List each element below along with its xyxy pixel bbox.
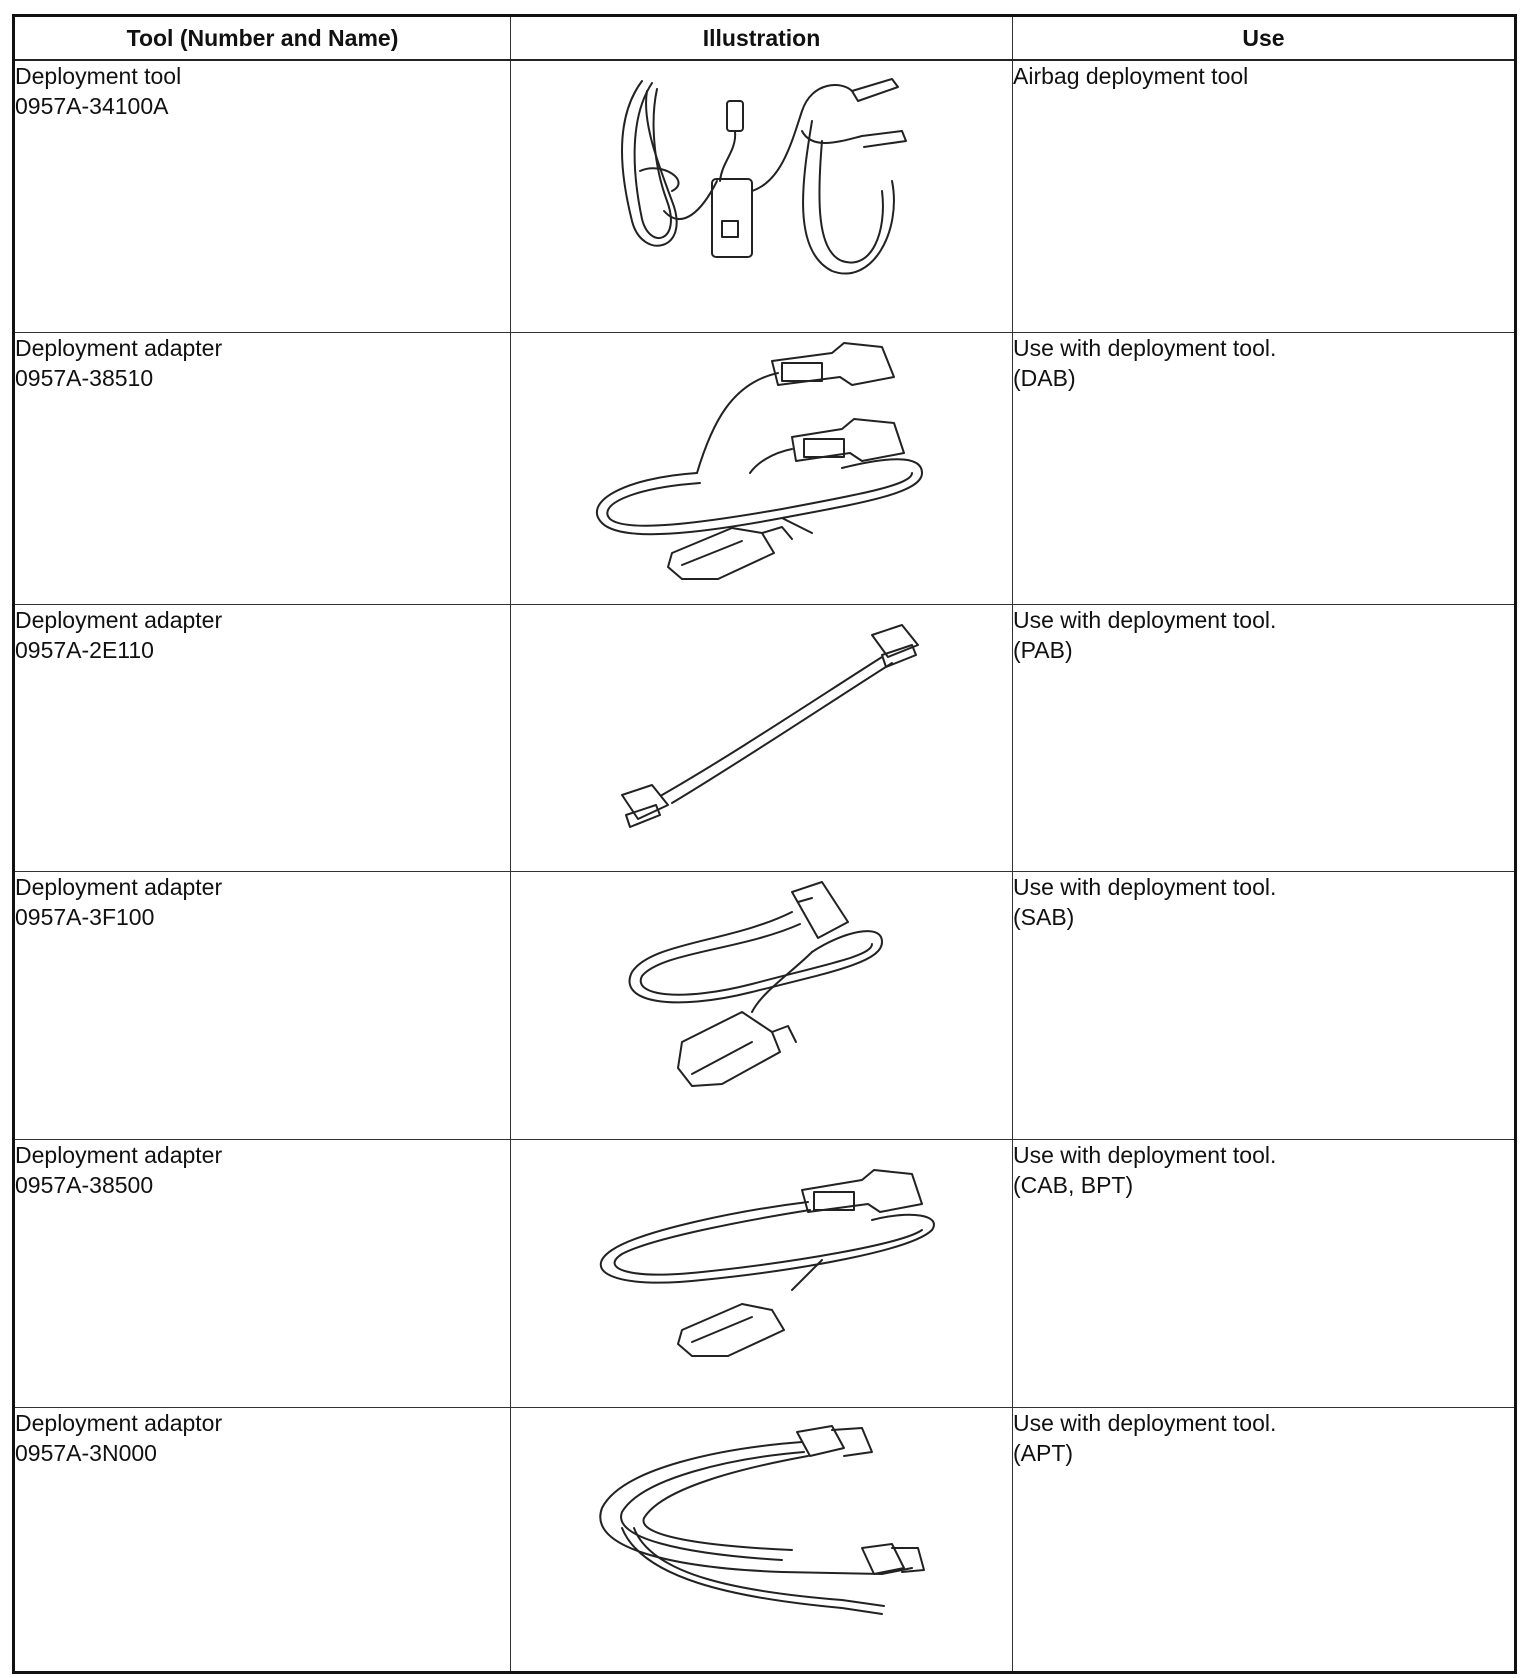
table-row (14, 1407, 1516, 1673)
tool-name: Deployment adaptor (15, 1409, 223, 1436)
use-airbag-type: (PAB) (1013, 636, 1073, 663)
table-row (14, 332, 1516, 604)
tool-name: Deployment tool (15, 63, 182, 89)
use-airbag-type: (CAB, BPT) (1013, 1171, 1134, 1198)
use-description: Use with deployment tool. (1013, 1409, 1277, 1436)
tool-name: Deployment adapter (15, 606, 223, 633)
multi-wire-connector-cable-icon (582, 1408, 942, 1638)
illustration-cell (511, 332, 1013, 604)
use-description: Use with deployment tool. (1013, 606, 1277, 633)
tool-cell (14, 1407, 511, 1673)
table-header-row (14, 16, 1516, 61)
use-cell (1013, 604, 1516, 871)
use-cell (1013, 871, 1516, 1139)
tool-number: 0957A-38510 (15, 364, 154, 391)
use-cell (1013, 1139, 1516, 1407)
tool-cell (14, 604, 511, 871)
deployment-tool-with-clips-icon (602, 61, 922, 291)
tool-cell (14, 1139, 511, 1407)
use-cell (1013, 60, 1516, 332)
illustration-cell (511, 1407, 1013, 1673)
dual-connector-cable-icon (582, 333, 942, 583)
straight-cable-connector-icon (582, 605, 942, 845)
tool-cell (14, 60, 511, 332)
illustration-cell (511, 604, 1013, 871)
illustration-cell (511, 1139, 1013, 1407)
looped-cable-connector-icon (612, 872, 912, 1112)
use-airbag-type: (APT) (1013, 1439, 1074, 1466)
use-description: Airbag deployment tool (1013, 63, 1249, 89)
tool-cell (14, 332, 511, 604)
use-cell (1013, 332, 1516, 604)
special-tools-table (12, 14, 1517, 1674)
use-cell (1013, 1407, 1516, 1673)
header-tool: Tool (Number and Name) (14, 16, 511, 61)
tool-number: 0957A-2E110 (15, 636, 154, 663)
use-description: Use with deployment tool. (1013, 334, 1277, 361)
tool-name: Deployment adapter (15, 1141, 223, 1168)
tool-number: 0957A-3N000 (15, 1439, 157, 1466)
use-airbag-type: (DAB) (1013, 364, 1076, 391)
header-illustration: Illustration (511, 16, 1013, 61)
use-airbag-type: (SAB) (1013, 903, 1075, 930)
table-row (14, 1139, 1516, 1407)
use-description: Use with deployment tool. (1013, 873, 1277, 900)
tool-cell (14, 871, 511, 1139)
header-use: Use (1013, 16, 1516, 61)
illustration-cell (511, 60, 1013, 332)
illustration-cell (511, 871, 1013, 1139)
tool-name: Deployment adapter (15, 334, 223, 361)
looped-cable-connector-icon (582, 1140, 942, 1370)
tool-number: 0957A-3F100 (15, 903, 155, 930)
tool-number: 0957A-34100A (15, 93, 169, 119)
table-row (14, 60, 1516, 332)
table-row (14, 604, 1516, 871)
tool-number: 0957A-38500 (15, 1171, 154, 1198)
table-row (14, 871, 1516, 1139)
use-description: Use with deployment tool. (1013, 1141, 1277, 1168)
tool-name: Deployment adapter (15, 873, 223, 900)
